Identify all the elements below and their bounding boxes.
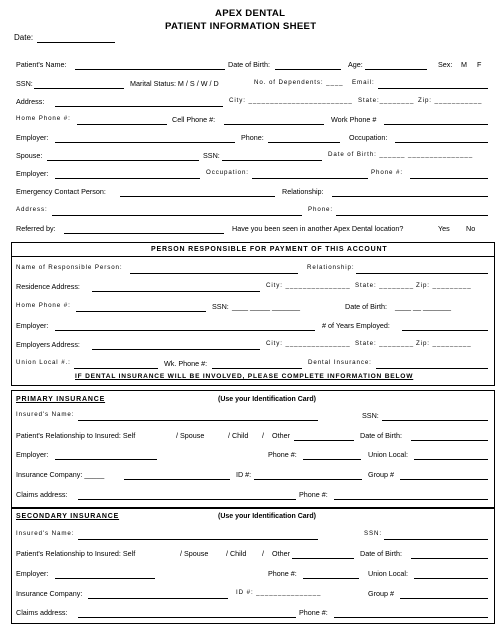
primary-employer-label: Employer: <box>16 450 49 459</box>
spouse-ssn-field[interactable] <box>222 160 322 161</box>
responsible-ssn-field[interactable]: ____ _____ _______ <box>232 302 300 311</box>
secondary-rel-spouse[interactable]: / Spouse <box>180 549 209 558</box>
employer-phone-label: Phone: <box>241 133 264 142</box>
responsible-employer-label: Employer: <box>16 321 49 330</box>
primary-phone-field[interactable] <box>303 459 361 460</box>
cell-phone-field[interactable] <box>224 124 324 125</box>
secondary-employer-label: Employer: <box>16 569 49 578</box>
patient-dob-label: Date of Birth: <box>228 60 270 69</box>
primary-rel-child[interactable]: / Child <box>228 431 249 440</box>
spouse-employer-field[interactable] <box>55 178 200 179</box>
seen-yes-option[interactable]: Yes <box>438 224 450 233</box>
primary-claims-phone-label: Phone #: <box>299 490 328 499</box>
emergency-contact-label: Emergency Contact Person: <box>16 187 106 196</box>
employers-state-label: State: ________ <box>355 340 414 347</box>
secondary-insured-name-field[interactable] <box>78 539 318 540</box>
primary-rel-slash: / <box>262 431 264 440</box>
secondary-insured-name-label: Insured's Name: <box>16 530 75 537</box>
secondary-rel-child[interactable]: / Child <box>226 549 247 558</box>
secondary-union-field[interactable] <box>414 578 488 579</box>
relationship-field[interactable] <box>332 196 488 197</box>
primary-insurance-header: PRIMARY INSURANCE <box>16 396 106 403</box>
dependents-label: No. of Dependents: ____ <box>254 79 344 86</box>
secondary-phone-label: Phone #: <box>268 569 297 578</box>
years-employed-label: # of Years Employed: <box>322 321 390 330</box>
address-field[interactable] <box>55 106 223 107</box>
patient-ssn-field[interactable] <box>34 88 124 89</box>
emergency-address-field[interactable] <box>52 215 302 216</box>
date-field[interactable] <box>37 42 115 43</box>
city-label: City: ________________________ <box>229 97 353 104</box>
secondary-company-field[interactable] <box>88 598 228 599</box>
home-phone-field[interactable] <box>77 124 167 125</box>
primary-employer-field[interactable] <box>55 459 157 460</box>
primary-company-label: Insurance Company: _____ <box>16 470 105 479</box>
primary-rel-other[interactable]: Other <box>272 431 290 440</box>
union-local-label: Union Local #.: <box>16 359 71 366</box>
employers-zip-label: Zip: _________ <box>416 340 472 347</box>
primary-insured-name-label: Insured's Name: <box>16 411 75 418</box>
seen-elsewhere-question: Have you been seen in another Apex Dental location? <box>232 224 404 233</box>
spouse-employer-label: Employer: <box>16 169 49 178</box>
email-field[interactable] <box>378 88 488 89</box>
secondary-claims-phone-label: Phone #: <box>299 608 328 617</box>
residence-address-label: Residence Address: <box>16 282 80 291</box>
email-label: Email: <box>352 79 375 86</box>
primary-dob-field[interactable] <box>411 440 488 441</box>
referred-by-field[interactable] <box>64 233 224 234</box>
responsible-city-label: City: _______________ <box>266 282 351 289</box>
work-phone-label-responsible: Wk. Phone #: <box>164 359 208 368</box>
secondary-relationship-label: Patient's Relationship to Insured: Self <box>16 549 136 558</box>
zip-label: Zip: ___________ <box>418 97 483 104</box>
primary-ssn-label: SSN: <box>362 411 379 420</box>
responsible-relationship-label: Relationship: <box>307 264 355 271</box>
emergency-contact-field[interactable] <box>120 196 275 197</box>
patient-name-label: Patient's Name: <box>16 60 67 69</box>
secondary-company-label: Insurance Company: <box>16 589 83 598</box>
responsible-header-divider <box>11 256 495 257</box>
secondary-group-field[interactable] <box>400 598 488 599</box>
secondary-union-label: Union Local: <box>368 569 408 578</box>
secondary-dob-label: Date of Birth: <box>360 549 402 558</box>
responsible-name-field[interactable] <box>130 273 298 274</box>
primary-union-field[interactable] <box>414 459 488 460</box>
spouse-ssn-label: SSN: <box>203 151 220 160</box>
secondary-phone-field[interactable] <box>303 578 359 579</box>
employers-address-label: Employers Address: <box>16 340 80 349</box>
cell-phone-label: Cell Phone #: <box>172 115 216 124</box>
responsible-home-phone-label: Home Phone #: <box>16 302 71 309</box>
patient-sex-label: Sex: <box>438 60 453 69</box>
responsible-name-label: Name of Responsible Person: <box>16 264 123 271</box>
primary-id-field[interactable] <box>254 479 362 480</box>
date-label: Date: <box>14 33 34 42</box>
primary-relationship-label: Patient's Relationship to Insured: Self <box>16 431 136 440</box>
union-local-field[interactable] <box>74 368 158 369</box>
form-title: APEX DENTAL <box>215 8 286 19</box>
spouse-occupation-label: Occupation: <box>206 169 249 176</box>
spouse-occupation-field[interactable] <box>252 178 368 179</box>
emergency-phone-field[interactable] <box>336 215 488 216</box>
patient-age-label: Age: <box>348 60 363 69</box>
primary-insurance-box <box>11 390 495 508</box>
responsible-state-label: State: ________ <box>355 282 414 289</box>
responsible-ssn-label: SSN: <box>212 302 229 311</box>
secondary-ssn-field[interactable] <box>384 539 488 540</box>
primary-dob-label: Date of Birth: <box>360 431 402 440</box>
form-subtitle: PATIENT INFORMATION SHEET <box>165 21 317 32</box>
dental-insurance-field[interactable] <box>376 368 488 369</box>
sex-option-f[interactable]: F <box>477 60 482 69</box>
dental-insurance-label: Dental Insurance: <box>308 359 372 366</box>
spouse-label: Spouse: <box>16 151 43 160</box>
secondary-rel-other-field[interactable] <box>292 558 354 559</box>
primary-claims-phone-field[interactable] <box>334 499 488 500</box>
secondary-employer-field[interactable] <box>55 578 155 579</box>
secondary-claims-label: Claims address: <box>16 608 68 617</box>
primary-company-field[interactable] <box>124 479 230 480</box>
primary-claims-label: Claims address: <box>16 490 68 499</box>
responsible-zip-label: Zip: _________ <box>416 282 472 289</box>
primary-phone-label: Phone #: <box>268 450 297 459</box>
work-phone-field[interactable] <box>384 124 488 125</box>
patient-age-field[interactable] <box>365 69 427 70</box>
primary-group-label: Group # <box>368 470 394 479</box>
state-label: State:________ <box>358 97 415 104</box>
primary-claims-field[interactable] <box>78 499 296 500</box>
primary-id-note: (Use your Identification Card) <box>218 396 317 403</box>
primary-union-label: Union Local: <box>368 450 408 459</box>
address-label: Address: <box>16 97 45 106</box>
secondary-id-label: ID #: _______________ <box>236 589 322 596</box>
primary-insured-name-field[interactable] <box>78 420 318 421</box>
secondary-insurance-header: SECONDARY INSURANCE <box>16 513 120 520</box>
secondary-claims-phone-field[interactable] <box>334 617 488 618</box>
primary-group-field[interactable] <box>400 479 488 480</box>
secondary-group-label: Group # <box>368 589 394 598</box>
patient-name-field[interactable] <box>75 69 225 70</box>
responsible-employer-field[interactable] <box>55 330 315 331</box>
patient-dob-field[interactable] <box>275 69 341 70</box>
spouse-dob-label: Date of Birth: ______ _______________ <box>328 151 474 158</box>
responsible-dob-field[interactable]: ____ __ _______ <box>395 302 451 311</box>
responsible-home-phone-field[interactable] <box>76 311 206 312</box>
responsible-dob-label: Date of Birth: <box>345 302 387 311</box>
secondary-rel-slash: / <box>262 549 264 558</box>
employers-address-field[interactable] <box>92 349 260 350</box>
patient-ssn-label: SSN: <box>16 79 33 88</box>
responsible-relationship-field[interactable] <box>356 273 488 274</box>
primary-rel-other-field[interactable] <box>294 440 354 441</box>
years-employed-field[interactable] <box>402 330 488 331</box>
relationship-label: Relationship: <box>282 187 324 196</box>
secondary-insurance-box <box>11 508 495 624</box>
home-phone-label: Home Phone #: <box>16 115 71 122</box>
employers-city-label: City: _______________ <box>266 340 351 347</box>
primary-ssn-field[interactable] <box>382 420 488 421</box>
occupation-field[interactable] <box>395 142 488 143</box>
secondary-rel-other[interactable]: Other <box>272 549 290 558</box>
referred-by-label: Referred by: <box>16 224 56 233</box>
primary-id-label: ID #: <box>236 470 252 479</box>
secondary-ssn-label: SSN: <box>364 530 383 537</box>
employer-field[interactable] <box>55 142 235 143</box>
employer-label: Employer: <box>16 133 49 142</box>
work-phone-label: Work Phone # <box>331 115 377 124</box>
residence-address-field[interactable] <box>92 291 260 292</box>
emergency-phone-label: Phone: <box>308 206 334 213</box>
secondary-dob-field[interactable] <box>411 558 488 559</box>
seen-no-option[interactable]: No <box>466 224 476 233</box>
occupation-label: Occupation: <box>349 133 388 142</box>
spouse-phone-label: Phone #: <box>371 169 403 176</box>
work-phone-field-responsible[interactable] <box>212 368 302 369</box>
primary-rel-spouse[interactable]: / Spouse <box>176 431 205 440</box>
employer-phone-field[interactable] <box>268 142 340 143</box>
insurance-notice: IF DENTAL INSURANCE WILL BE INVOLVED, PLEASE COMPLETE INFORMATION BELOW <box>75 373 414 380</box>
marital-status-label: Marital Status: M / S / W / D <box>130 79 219 88</box>
sex-option-m[interactable]: M <box>461 60 467 69</box>
secondary-claims-field[interactable] <box>78 617 296 618</box>
secondary-id-note: (Use your Identification Card) <box>218 513 317 520</box>
spouse-phone-field[interactable] <box>410 178 488 179</box>
spouse-field[interactable] <box>47 160 199 161</box>
emergency-address-label: Address: <box>16 206 48 213</box>
responsible-party-header: PERSON RESPONSIBLE FOR PAYMENT OF THIS ACCOUNT <box>151 246 388 253</box>
